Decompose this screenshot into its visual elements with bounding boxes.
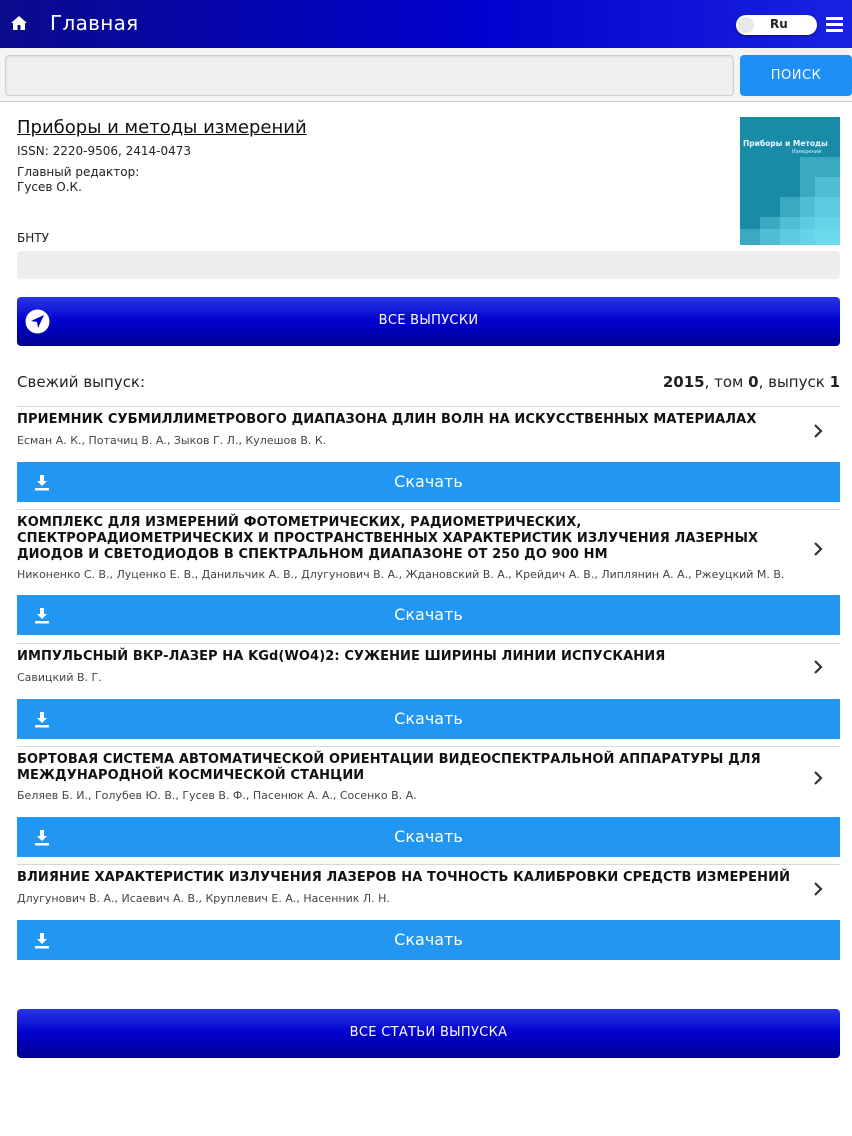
- article-authors: Никоненко С. В., Луценко Е. В., Данильчик А. В., Длугунович В. А., Ждановский В. А., Крейдич А. В., Липлянин А. А., Ржеуцкий М. В.: [17, 568, 785, 581]
- issue-year: 2015: [662, 373, 705, 391]
- issue-number: 1: [829, 373, 840, 391]
- info-placeholder-bar: [17, 251, 840, 279]
- cover-subtitle: Измерений: [792, 149, 822, 155]
- journal-issn: ISSN: 2220-9506, 2414-0473: [17, 144, 192, 158]
- divider: [17, 643, 840, 644]
- download-button[interactable]: [17, 920, 840, 960]
- all-issues-label: ВСЕ ВЫПУСКИ: [378, 313, 479, 328]
- hamburger-menu-icon[interactable]: [826, 17, 843, 32]
- editor-label: Главный редактор:: [17, 165, 140, 179]
- journal-title-link[interactable]: Приборы и методы измерений: [17, 117, 307, 138]
- home-icon[interactable]: [10, 14, 28, 32]
- cover-title: Приборы и Методы: [743, 139, 828, 148]
- journal-publisher: БНТУ: [17, 231, 49, 245]
- all-articles-button[interactable]: [17, 1009, 840, 1058]
- chevron-right-icon[interactable]: [812, 660, 824, 674]
- divider: [17, 406, 840, 407]
- article-authors: Длугунович В. А., Исаевич А. В., Круплевич Е. А., Насенник Л. Н.: [17, 892, 390, 905]
- chevron-right-icon[interactable]: [812, 882, 824, 896]
- all-articles-label: ВСЕ СТАТЬИ ВЫПУСКА: [349, 1025, 508, 1040]
- chevron-right-icon[interactable]: [812, 542, 824, 556]
- language-toggle[interactable]: [736, 15, 817, 35]
- article-title[interactable]: ПРИЕМНИК СУБМИЛЛИМЕТРОВОГО ДИАПАЗОНА ДЛИН ВОЛН НА ИСКУССТВЕННЫХ МАТЕРИАЛАХ: [17, 412, 757, 427]
- download-label: Скачать: [394, 930, 463, 949]
- toggle-knob: [738, 17, 754, 33]
- article-authors: Есман А. К., Потачиц В. А., Зыков Г. Л., Кулешов В. К.: [17, 434, 327, 447]
- download-label: Скачать: [394, 827, 463, 846]
- chevron-right-icon[interactable]: [812, 424, 824, 438]
- download-label: Скачать: [394, 709, 463, 728]
- search-button[interactable]: ПОИСК: [740, 55, 852, 96]
- download-button[interactable]: [17, 595, 840, 635]
- divider: [17, 746, 840, 747]
- volume-label: , том: [704, 373, 749, 391]
- download-button[interactable]: [17, 817, 840, 857]
- issue-volume: 0: [748, 373, 759, 391]
- download-label: Скачать: [394, 472, 463, 491]
- article-title[interactable]: ИМПУЛЬСНЫЙ ВКР-ЛАЗЕР НА KGd(WO4)2: СУЖЕНИЕ ШИРИНЫ ЛИНИИ ИСПУСКАНИЯ: [17, 649, 666, 664]
- language-label: Ru: [770, 17, 788, 31]
- article-authors: Савицкий В. Г.: [17, 671, 102, 684]
- journal-cover-image: [740, 117, 840, 245]
- fresh-issue-info: [663, 373, 840, 391]
- article-title[interactable]: ВЛИЯНИЕ ХАРАКТЕРИСТИК ИЗЛУЧЕНИЯ ЛАЗЕРОВ НА ТОЧНОСТЬ КАЛИБРОВКИ СРЕДСТВ ИЗМЕРЕНИЙ: [17, 870, 791, 885]
- download-button[interactable]: [17, 699, 840, 739]
- all-issues-button[interactable]: [17, 297, 840, 346]
- download-button[interactable]: [17, 462, 840, 502]
- fresh-issue-label: Свежий выпуск:: [17, 373, 146, 391]
- article-title[interactable]: БОРТОВАЯ СИСТЕМА АВТОМАТИЧЕСКОЙ ОРИЕНТАЦИИ ВИДЕОСПЕКТРАЛЬНОЙ АППАРАТУРЫ ДЛЯ МЕЖДУНАРОДНОЙ КОСМИЧЕСКОЙ СТАНЦИИ: [17, 752, 761, 783]
- divider: [17, 509, 840, 510]
- editor-name: Гусев О.К.: [17, 180, 82, 194]
- download-label: Скачать: [394, 605, 463, 624]
- page-title: Главная: [50, 11, 139, 35]
- top-app-bar: [0, 0, 852, 48]
- divider: [17, 864, 840, 865]
- article-title[interactable]: КОМПЛЕКС ДЛЯ ИЗМЕРЕНИЙ ФОТОМЕТРИЧЕСКИХ, РАДИОМЕТРИЧЕСКИХ, СПЕКТРОРАДИОМЕТРИЧЕСКИХ И ПРОСТРАНСТВЕННЫХ ХАРАКТЕРИСТИК ИЗЛУЧЕНИЯ ЛАЗЕРНЫХ ДИОДОВ И СВЕТОДИОДОВ В СПЕКТРАЛЬНОМ ДИАПАЗОНЕ ОТ 250 ДО 900 НМ: [17, 515, 759, 562]
- article-authors: Беляев Б. И., Голубев Ю. В., Гусев В. Ф., Пасенюк А. А., Сосенко В. А.: [17, 789, 417, 802]
- search-input[interactable]: [5, 55, 734, 96]
- search-bar: [0, 48, 852, 102]
- issue-label: , выпуск: [758, 373, 830, 391]
- chevron-right-icon[interactable]: [812, 771, 824, 785]
